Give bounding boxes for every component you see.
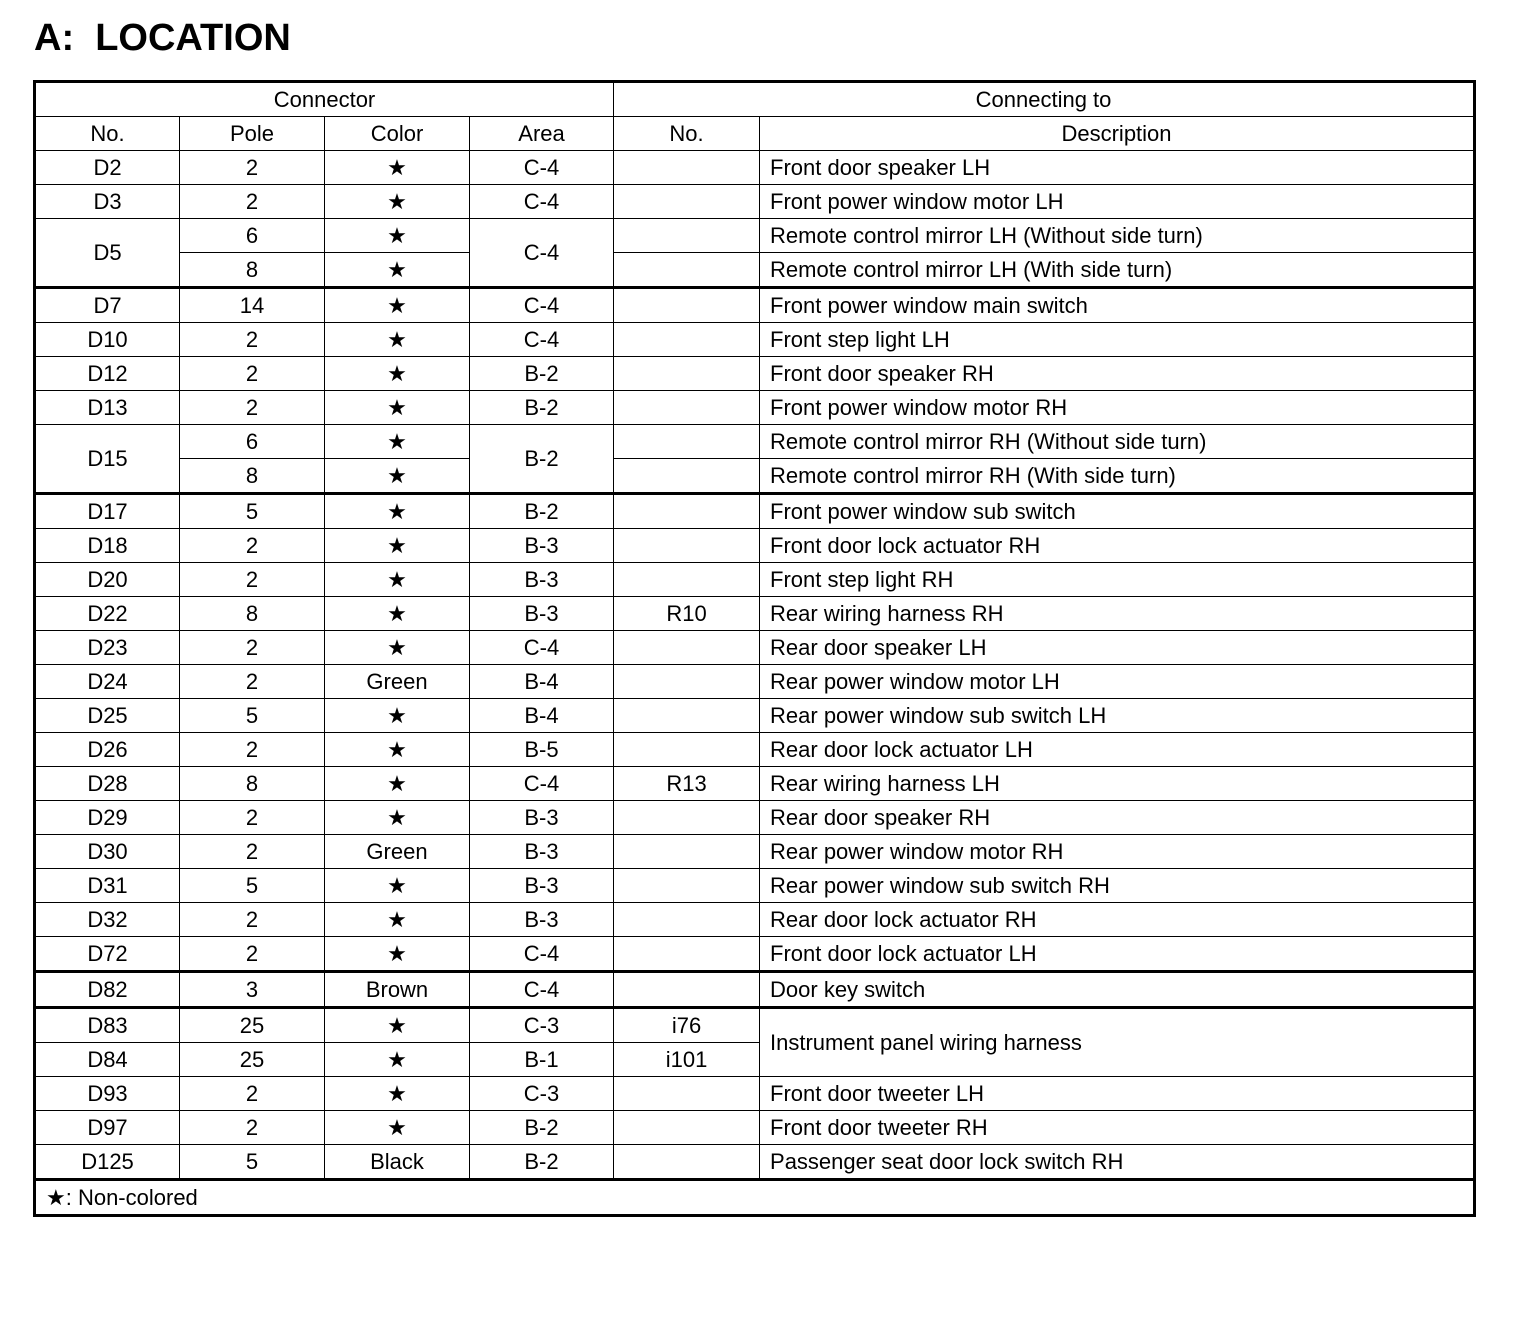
connector-no-cell: D18: [35, 529, 180, 563]
connector-no-cell: D32: [35, 903, 180, 937]
connecting-no-cell: [614, 391, 760, 425]
area-cell: C-4: [470, 185, 614, 219]
description-cell: Front door speaker LH: [760, 151, 1475, 185]
footnote-row: [35, 1180, 1475, 1216]
table-row: [35, 1077, 1475, 1111]
area-cell: B-3: [470, 801, 614, 835]
connecting-no-cell: [614, 459, 760, 494]
connecting-no-cell: i101: [614, 1043, 760, 1077]
description-cell: Rear power window sub switch RH: [760, 869, 1475, 903]
area-cell: C-4: [470, 937, 614, 972]
description-cell: Rear door lock actuator LH: [760, 733, 1475, 767]
color-cell: ★: [325, 425, 470, 459]
table-row: [35, 903, 1475, 937]
description-cell: Remote control mirror RH (Without side turn): [760, 425, 1475, 459]
description-cell: Instrument panel wiring harness: [760, 1008, 1475, 1077]
connecting-no-cell: [614, 801, 760, 835]
connecting-no-cell: [614, 529, 760, 563]
header-column-row: [35, 117, 1475, 151]
connecting-no-cell: [614, 733, 760, 767]
connecting-no-cell: [614, 219, 760, 253]
connecting-no-cell: [614, 699, 760, 733]
connecting-no-cell: [614, 665, 760, 699]
connector-no-cell: D28: [35, 767, 180, 801]
color-cell: ★: [325, 185, 470, 219]
pole-cell: 5: [180, 494, 325, 529]
pole-cell: 2: [180, 185, 325, 219]
pole-cell: 8: [180, 459, 325, 494]
connector-no-cell: D17: [35, 494, 180, 529]
description-cell: Rear door speaker RH: [760, 801, 1475, 835]
description-cell: Passenger seat door lock switch RH: [760, 1145, 1475, 1180]
description-cell: Front step light RH: [760, 563, 1475, 597]
pole-cell: 2: [180, 563, 325, 597]
connector-no-cell: D2: [35, 151, 180, 185]
table-row: [35, 699, 1475, 733]
connector-no-cell: D20: [35, 563, 180, 597]
color-cell: ★: [325, 391, 470, 425]
pole-cell: 8: [180, 767, 325, 801]
connector-no-cell: D84: [35, 1043, 180, 1077]
color-cell: ★: [325, 529, 470, 563]
connector-no-cell: D97: [35, 1111, 180, 1145]
area-cell: B-4: [470, 699, 614, 733]
description-cell: Rear door speaker LH: [760, 631, 1475, 665]
connector-no-cell: D23: [35, 631, 180, 665]
area-cell: B-1: [470, 1043, 614, 1077]
area-cell: C-4: [470, 767, 614, 801]
description-cell: Remote control mirror RH (With side turn): [760, 459, 1475, 494]
header-area: Area: [470, 117, 614, 151]
color-cell: ★: [325, 323, 470, 357]
connector-no-cell: D7: [35, 288, 180, 323]
color-cell: ★: [325, 459, 470, 494]
pole-cell: 25: [180, 1008, 325, 1043]
page-title: A: LOCATION: [34, 17, 291, 59]
pole-cell: 2: [180, 835, 325, 869]
table-row: [35, 665, 1475, 699]
connector-location-table: [33, 80, 1476, 1217]
header-description: Description: [760, 117, 1475, 151]
area-cell: B-4: [470, 665, 614, 699]
connector-no-cell: D83: [35, 1008, 180, 1043]
footnote: ★: Non-colored: [35, 1180, 1475, 1216]
description-cell: Front step light LH: [760, 323, 1475, 357]
connecting-no-cell: [614, 253, 760, 288]
table-row: [35, 869, 1475, 903]
table-row: [35, 323, 1475, 357]
connecting-no-cell: [614, 903, 760, 937]
area-cell: B-2: [470, 494, 614, 529]
table-row: [35, 733, 1475, 767]
connecting-no-cell: [614, 1111, 760, 1145]
connecting-no-cell: [614, 1145, 760, 1180]
connecting-no-cell: [614, 425, 760, 459]
connector-no-cell: D5: [35, 219, 180, 288]
header-no: No.: [35, 117, 180, 151]
color-cell: Green: [325, 665, 470, 699]
description-cell: Front door tweeter RH: [760, 1111, 1475, 1145]
pole-cell: 6: [180, 425, 325, 459]
area-cell: B-2: [470, 357, 614, 391]
color-cell: ★: [325, 733, 470, 767]
pole-cell: 2: [180, 357, 325, 391]
area-cell: B-2: [470, 1145, 614, 1180]
connecting-no-cell: [614, 1077, 760, 1111]
color-cell: ★: [325, 801, 470, 835]
pole-cell: 2: [180, 665, 325, 699]
area-cell: C-4: [470, 219, 614, 288]
area-cell: C-4: [470, 323, 614, 357]
connecting-no-cell: [614, 288, 760, 323]
area-cell: B-3: [470, 835, 614, 869]
pole-cell: 5: [180, 699, 325, 733]
connector-no-cell: D93: [35, 1077, 180, 1111]
color-cell: ★: [325, 903, 470, 937]
table-row: [35, 767, 1475, 801]
header-connector: Connector: [35, 82, 614, 117]
color-cell: ★: [325, 1077, 470, 1111]
table-row: [35, 253, 1475, 288]
connector-no-cell: D24: [35, 665, 180, 699]
table-row: [35, 563, 1475, 597]
connecting-no-cell: i76: [614, 1008, 760, 1043]
area-cell: C-4: [470, 972, 614, 1008]
connecting-no-cell: [614, 151, 760, 185]
connecting-no-cell: R13: [614, 767, 760, 801]
pole-cell: 2: [180, 733, 325, 767]
table-row: [35, 972, 1475, 1008]
area-cell: B-3: [470, 903, 614, 937]
area-cell: B-2: [470, 1111, 614, 1145]
area-cell: B-3: [470, 597, 614, 631]
table-row: [35, 185, 1475, 219]
table-row: [35, 219, 1475, 253]
pole-cell: 5: [180, 1145, 325, 1180]
area-cell: B-3: [470, 869, 614, 903]
table-row: [35, 1111, 1475, 1145]
description-cell: Rear wiring harness LH: [760, 767, 1475, 801]
connecting-no-cell: [614, 835, 760, 869]
table-row: [35, 937, 1475, 972]
color-cell: ★: [325, 1043, 470, 1077]
table-row: [35, 288, 1475, 323]
color-cell: Black: [325, 1145, 470, 1180]
color-cell: Brown: [325, 972, 470, 1008]
table-row: [35, 494, 1475, 529]
header-color: Color: [325, 117, 470, 151]
connector-no-cell: D13: [35, 391, 180, 425]
area-cell: B-2: [470, 425, 614, 494]
description-cell: Remote control mirror LH (With side turn): [760, 253, 1475, 288]
area-cell: C-3: [470, 1077, 614, 1111]
area-cell: C-4: [470, 151, 614, 185]
description-cell: Rear power window motor LH: [760, 665, 1475, 699]
connecting-no-cell: [614, 937, 760, 972]
color-cell: ★: [325, 937, 470, 972]
color-cell: ★: [325, 253, 470, 288]
connecting-no-cell: [614, 323, 760, 357]
description-cell: Front door speaker RH: [760, 357, 1475, 391]
description-cell: Rear door lock actuator RH: [760, 903, 1475, 937]
description-cell: Front power window sub switch: [760, 494, 1475, 529]
table-row: [35, 835, 1475, 869]
connector-no-cell: D29: [35, 801, 180, 835]
pole-cell: 14: [180, 288, 325, 323]
connecting-no-cell: [614, 972, 760, 1008]
header-connecting-to: Connecting to: [614, 82, 1475, 117]
connector-no-cell: D12: [35, 357, 180, 391]
color-cell: ★: [325, 631, 470, 665]
color-cell: ★: [325, 563, 470, 597]
pole-cell: 2: [180, 151, 325, 185]
color-cell: ★: [325, 699, 470, 733]
pole-cell: 2: [180, 631, 325, 665]
description-cell: Front door lock actuator LH: [760, 937, 1475, 972]
pole-cell: 2: [180, 391, 325, 425]
color-cell: ★: [325, 151, 470, 185]
table-row: [35, 425, 1475, 459]
table-row: [35, 631, 1475, 665]
table-row: [35, 357, 1475, 391]
connector-no-cell: D10: [35, 323, 180, 357]
pole-cell: 2: [180, 529, 325, 563]
table-row: [35, 391, 1475, 425]
connecting-no-cell: [614, 563, 760, 597]
pole-cell: 2: [180, 1111, 325, 1145]
pole-cell: 2: [180, 801, 325, 835]
pole-cell: 2: [180, 323, 325, 357]
color-cell: ★: [325, 869, 470, 903]
table-row: [35, 529, 1475, 563]
connector-no-cell: D22: [35, 597, 180, 631]
pole-cell: 2: [180, 937, 325, 972]
pole-cell: 3: [180, 972, 325, 1008]
pole-cell: 6: [180, 219, 325, 253]
description-cell: Door key switch: [760, 972, 1475, 1008]
table-row: [35, 1008, 1475, 1043]
connecting-no-cell: R10: [614, 597, 760, 631]
table-body: [35, 151, 1475, 1180]
table-row: [35, 801, 1475, 835]
pole-cell: 8: [180, 253, 325, 288]
connector-no-cell: D31: [35, 869, 180, 903]
area-cell: B-2: [470, 391, 614, 425]
connector-no-cell: D15: [35, 425, 180, 494]
area-cell: B-3: [470, 563, 614, 597]
connecting-no-cell: [614, 494, 760, 529]
description-cell: Rear wiring harness RH: [760, 597, 1475, 631]
connecting-no-cell: [614, 631, 760, 665]
pole-cell: 2: [180, 1077, 325, 1111]
connecting-no-cell: [614, 185, 760, 219]
color-cell: ★: [325, 357, 470, 391]
table-row: [35, 151, 1475, 185]
pole-cell: 25: [180, 1043, 325, 1077]
color-cell: ★: [325, 288, 470, 323]
connector-no-cell: D82: [35, 972, 180, 1008]
table-row: [35, 1145, 1475, 1180]
description-cell: Rear power window motor RH: [760, 835, 1475, 869]
header-pole: Pole: [180, 117, 325, 151]
connecting-no-cell: [614, 357, 760, 391]
connector-no-cell: D72: [35, 937, 180, 972]
pole-cell: 5: [180, 869, 325, 903]
connector-no-cell: D3: [35, 185, 180, 219]
description-cell: Remote control mirror LH (Without side turn): [760, 219, 1475, 253]
color-cell: ★: [325, 219, 470, 253]
color-cell: Green: [325, 835, 470, 869]
header-group-row: [35, 82, 1475, 117]
color-cell: ★: [325, 1008, 470, 1043]
table-row: [35, 597, 1475, 631]
area-cell: C-4: [470, 288, 614, 323]
pole-cell: 8: [180, 597, 325, 631]
connector-no-cell: D30: [35, 835, 180, 869]
connector-no-cell: D25: [35, 699, 180, 733]
area-cell: C-4: [470, 631, 614, 665]
connecting-no-cell: [614, 869, 760, 903]
pole-cell: 2: [180, 903, 325, 937]
description-cell: Front power window motor LH: [760, 185, 1475, 219]
color-cell: ★: [325, 1111, 470, 1145]
description-cell: Front door lock actuator RH: [760, 529, 1475, 563]
area-cell: B-5: [470, 733, 614, 767]
area-cell: C-3: [470, 1008, 614, 1043]
description-cell: Front power window main switch: [760, 288, 1475, 323]
color-cell: ★: [325, 767, 470, 801]
description-cell: Rear power window sub switch LH: [760, 699, 1475, 733]
color-cell: ★: [325, 494, 470, 529]
header-connecting-no: No.: [614, 117, 760, 151]
table-row: [35, 459, 1475, 494]
connector-no-cell: D26: [35, 733, 180, 767]
connector-no-cell: D125: [35, 1145, 180, 1180]
color-cell: ★: [325, 597, 470, 631]
area-cell: B-3: [470, 529, 614, 563]
description-cell: Front power window motor RH: [760, 391, 1475, 425]
description-cell: Front door tweeter LH: [760, 1077, 1475, 1111]
